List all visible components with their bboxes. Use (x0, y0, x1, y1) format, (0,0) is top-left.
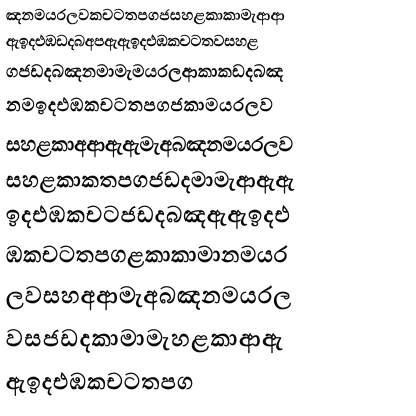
text-line-9: ලවසහඅආමැඅබඤනමයරල (6, 283, 293, 309)
text-line-1: ඤනමයරලවකචටතපගජසහළකාකාමැආආ (6, 6, 285, 24)
text-line-2: ඇඉදඑඹඩදබඅපඇඇඉදඑඹකචටතවසහළ (6, 32, 259, 50)
text-line-3: ගජඩදබඤනමාමැමයරලආකාකඩදබඤ (6, 62, 284, 82)
text-line-8: ඹකචටතපගළකාකාමානමයර (6, 243, 289, 268)
text-line-7: ඉදඑඹකචටජඩදබඤඇඇඉදඑ (6, 203, 292, 228)
text-line-4: නමඉදඑඹකචටතපගජකාමයරලව (6, 95, 274, 116)
text-line-10: වසජඩදකාමාමැහළකාආඇ (6, 326, 285, 352)
text-line-5: සහළකාඅආඇඇමැඅබඤනමයරලව (6, 132, 294, 156)
text-line-6: සහළකාකතපගජඩදමාමැආඇඇ (6, 168, 295, 192)
text-line-11: ඇඉදඑඹකචටතපග (6, 370, 195, 395)
